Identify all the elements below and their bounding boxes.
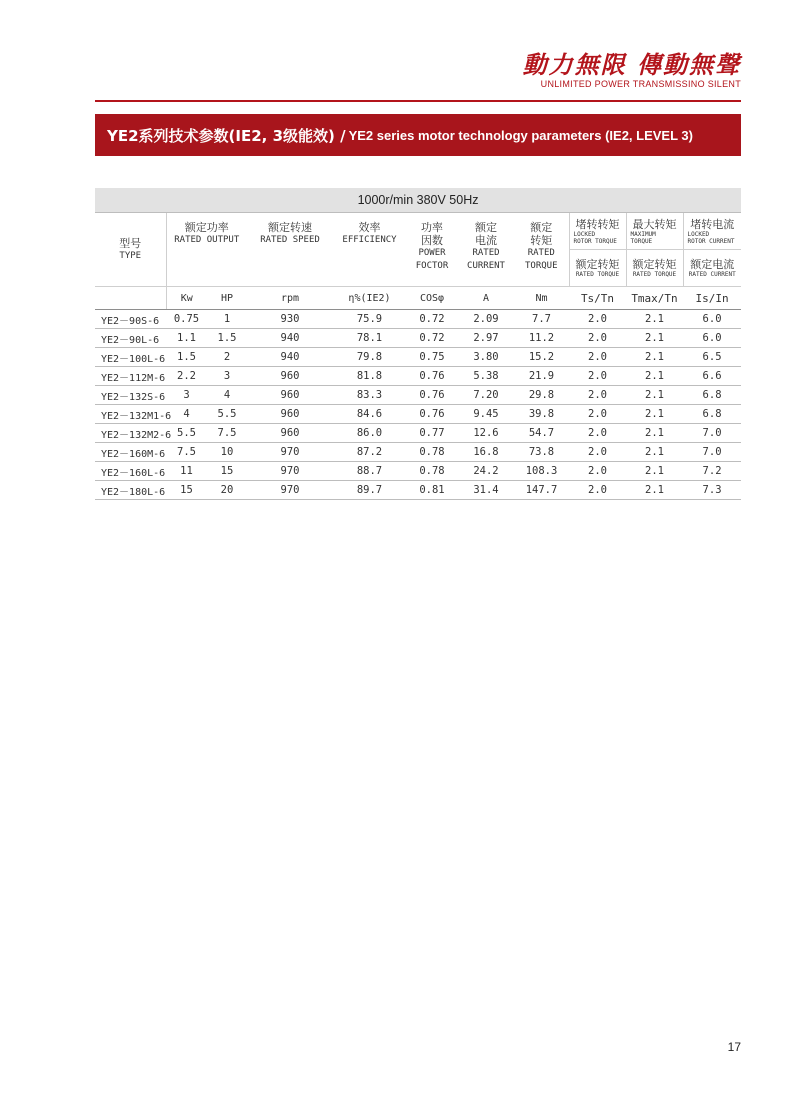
value-cell: 15.2 xyxy=(514,348,569,367)
value-cell: 0.76 xyxy=(406,386,458,405)
table-row xyxy=(95,329,741,348)
value-cell: 0.72 xyxy=(406,329,458,348)
model-cell: YE2－132M1-6 xyxy=(95,405,166,424)
table-row xyxy=(95,367,741,386)
spec-table xyxy=(95,188,741,500)
value-cell: 7.5 xyxy=(207,424,247,443)
section-title-bar xyxy=(95,114,741,156)
value-cell: 930 xyxy=(247,310,333,329)
table-row xyxy=(95,424,741,443)
unit-cell: Nm xyxy=(514,287,569,310)
value-cell: 21.9 xyxy=(514,367,569,386)
value-cell: 11 xyxy=(166,462,207,481)
value-cell: 87.2 xyxy=(333,443,406,462)
model-cell: YE2－100L-6 xyxy=(95,348,166,367)
data-rows xyxy=(95,310,741,500)
value-cell: 0.81 xyxy=(406,481,458,500)
value-cell: 2.1 xyxy=(626,386,683,405)
value-cell: 4 xyxy=(166,405,207,424)
value-cell: 960 xyxy=(247,386,333,405)
value-cell: 2.0 xyxy=(569,424,626,443)
value-cell: 960 xyxy=(247,405,333,424)
value-cell: 2.0 xyxy=(569,443,626,462)
value-cell: 2.1 xyxy=(626,310,683,329)
value-cell: 6.8 xyxy=(683,386,741,405)
value-cell: 84.6 xyxy=(333,405,406,424)
table-row xyxy=(95,443,741,462)
value-cell: 3 xyxy=(166,386,207,405)
value-cell: 3 xyxy=(207,367,247,386)
brand-slogan-en: UNLIMITED POWER TRANSMISSINO SILENT xyxy=(540,79,741,89)
unit-cell: η%(IE2) xyxy=(333,287,406,310)
value-cell: 1.5 xyxy=(166,348,207,367)
units-row xyxy=(95,287,741,310)
model-cell: YE2－132M2-6 xyxy=(95,424,166,443)
value-cell: 2.0 xyxy=(569,386,626,405)
value-cell: 73.8 xyxy=(514,443,569,462)
value-cell: 0.76 xyxy=(406,405,458,424)
value-cell: 86.0 xyxy=(333,424,406,443)
table-row xyxy=(95,348,741,367)
header-locked-torque: 堵转转矩 LOCKED ROTOR TORQUE xyxy=(569,213,626,250)
value-cell: 2.1 xyxy=(626,443,683,462)
value-cell: 78.1 xyxy=(333,329,406,348)
value-cell: 88.7 xyxy=(333,462,406,481)
header-power-factor: 功率 因数 POWER FOCTOR xyxy=(415,221,449,271)
header-rated-current: 额定 电流 RATED CURRENT xyxy=(467,221,505,271)
value-cell: 0.75 xyxy=(406,348,458,367)
value-cell: 2.1 xyxy=(626,424,683,443)
header-max-torque: 最大转矩 MAXIMUM TORQUE xyxy=(626,213,683,250)
table-row xyxy=(95,310,741,329)
model-cell: YE2－180L-6 xyxy=(95,481,166,500)
value-cell: 83.3 xyxy=(333,386,406,405)
value-cell: 2.97 xyxy=(458,329,514,348)
header-rated-speed: 额定转速 RATED SPEED xyxy=(260,221,320,245)
section-title-en: YE2 series motor technology parameters (IE2, LEVEL 3) xyxy=(348,127,693,143)
value-cell: 6.6 xyxy=(683,367,741,386)
value-cell: 2.2 xyxy=(166,367,207,386)
value-cell: 10 xyxy=(207,443,247,462)
value-cell: 7.0 xyxy=(683,443,741,462)
value-cell: 2.0 xyxy=(569,348,626,367)
value-cell: 6.5 xyxy=(683,348,741,367)
value-cell: 147.7 xyxy=(514,481,569,500)
value-cell: 15 xyxy=(166,481,207,500)
model-cell: YE2－132S-6 xyxy=(95,386,166,405)
value-cell: 2.09 xyxy=(458,310,514,329)
value-cell: 970 xyxy=(247,481,333,500)
value-cell: 3.80 xyxy=(458,348,514,367)
model-cell: YE2－112M-6 xyxy=(95,367,166,386)
value-cell: 9.45 xyxy=(458,405,514,424)
value-cell: 940 xyxy=(247,329,333,348)
value-cell: 2.1 xyxy=(626,462,683,481)
value-cell: 89.7 xyxy=(333,481,406,500)
unit-cell: rpm xyxy=(247,287,333,310)
value-cell: 54.7 xyxy=(514,424,569,443)
value-cell: 0.78 xyxy=(406,443,458,462)
header-locked-current: 堵转电流 LOCKED ROTOR CURRENT xyxy=(683,213,741,250)
header-locked-torque-sub: 额定转矩 RATED TORQUE xyxy=(569,250,626,287)
value-cell: 6.0 xyxy=(683,329,741,348)
unit-cell: Tmax/Tn xyxy=(626,287,683,310)
value-cell: 5.5 xyxy=(166,424,207,443)
value-cell: 81.8 xyxy=(333,367,406,386)
value-cell: 79.8 xyxy=(333,348,406,367)
unit-type-blank xyxy=(95,287,166,310)
value-cell: 0.78 xyxy=(406,462,458,481)
unit-cell: Kw xyxy=(166,287,207,310)
value-cell: 2.0 xyxy=(569,462,626,481)
header-max-torque-sub: 额定转矩 RATED TORQUE xyxy=(626,250,683,287)
value-cell: 29.8 xyxy=(514,386,569,405)
header-divider xyxy=(95,100,741,102)
header-rated-torque: 额定 转矩 RATED TORQUE xyxy=(524,221,558,271)
unit-cell: COSφ xyxy=(406,287,458,310)
section-title-cn: YE2系列技术参数(IE2, 3级能效) / xyxy=(107,126,346,145)
value-cell: 2.1 xyxy=(626,329,683,348)
header-efficiency: 效率 EFFICIENCY xyxy=(342,221,397,245)
value-cell: 2.1 xyxy=(626,348,683,367)
value-cell: 1 xyxy=(207,310,247,329)
value-cell: 0.77 xyxy=(406,424,458,443)
value-cell: 20 xyxy=(207,481,247,500)
model-cell: YE2－90S-6 xyxy=(95,310,166,329)
value-cell: 11.2 xyxy=(514,329,569,348)
value-cell: 970 xyxy=(247,462,333,481)
value-cell: 6.8 xyxy=(683,405,741,424)
unit-cell: Is/In xyxy=(683,287,741,310)
value-cell: 31.4 xyxy=(458,481,514,500)
table-row xyxy=(95,405,741,424)
value-cell: 2.1 xyxy=(626,481,683,500)
model-cell: YE2－160M-6 xyxy=(95,443,166,462)
value-cell: 16.8 xyxy=(458,443,514,462)
value-cell: 2.0 xyxy=(569,310,626,329)
value-cell: 7.7 xyxy=(514,310,569,329)
table-row xyxy=(95,386,741,405)
value-cell: 2.1 xyxy=(626,367,683,386)
value-cell: 7.5 xyxy=(166,443,207,462)
value-cell: 7.3 xyxy=(683,481,741,500)
value-cell: 1.5 xyxy=(207,329,247,348)
condition-label: 1000r/min 380V 50Hz xyxy=(95,188,741,213)
value-cell: 970 xyxy=(247,443,333,462)
value-cell: 15 xyxy=(207,462,247,481)
value-cell: 7.20 xyxy=(458,386,514,405)
unit-cell: A xyxy=(458,287,514,310)
value-cell: 2 xyxy=(207,348,247,367)
value-cell: 940 xyxy=(247,348,333,367)
unit-cell: HP xyxy=(207,287,247,310)
value-cell: 5.5 xyxy=(207,405,247,424)
value-cell: 960 xyxy=(247,367,333,386)
value-cell: 24.2 xyxy=(458,462,514,481)
model-cell: YE2－90L-6 xyxy=(95,329,166,348)
value-cell: 2.0 xyxy=(569,329,626,348)
value-cell: 2.0 xyxy=(569,405,626,424)
value-cell: 2.0 xyxy=(569,481,626,500)
value-cell: 39.8 xyxy=(514,405,569,424)
value-cell: 4 xyxy=(207,386,247,405)
value-cell: 1.1 xyxy=(166,329,207,348)
value-cell: 0.76 xyxy=(406,367,458,386)
model-cell: YE2－160L-6 xyxy=(95,462,166,481)
unit-cell: Ts/Tn xyxy=(569,287,626,310)
table-row xyxy=(95,462,741,481)
value-cell: 960 xyxy=(247,424,333,443)
value-cell: 2.0 xyxy=(569,367,626,386)
value-cell: 108.3 xyxy=(514,462,569,481)
value-cell: 2.1 xyxy=(626,405,683,424)
brand-slogan-cn: 動力無限 傳動無聲 xyxy=(522,50,741,79)
header-type: 型号 TYPE xyxy=(119,236,142,261)
table-row xyxy=(95,481,741,500)
value-cell: 6.0 xyxy=(683,310,741,329)
value-cell: 0.72 xyxy=(406,310,458,329)
value-cell: 5.38 xyxy=(458,367,514,386)
header-locked-current-sub: 额定电流 RATED CURRENT xyxy=(683,250,741,287)
header-rated-output: 额定功率 RATED OUTPUT xyxy=(166,213,247,287)
value-cell: 0.75 xyxy=(166,310,207,329)
value-cell: 75.9 xyxy=(333,310,406,329)
page-number: 17 xyxy=(727,1040,741,1054)
brand-slogan xyxy=(523,52,741,89)
value-cell: 12.6 xyxy=(458,424,514,443)
value-cell: 7.0 xyxy=(683,424,741,443)
value-cell: 7.2 xyxy=(683,462,741,481)
